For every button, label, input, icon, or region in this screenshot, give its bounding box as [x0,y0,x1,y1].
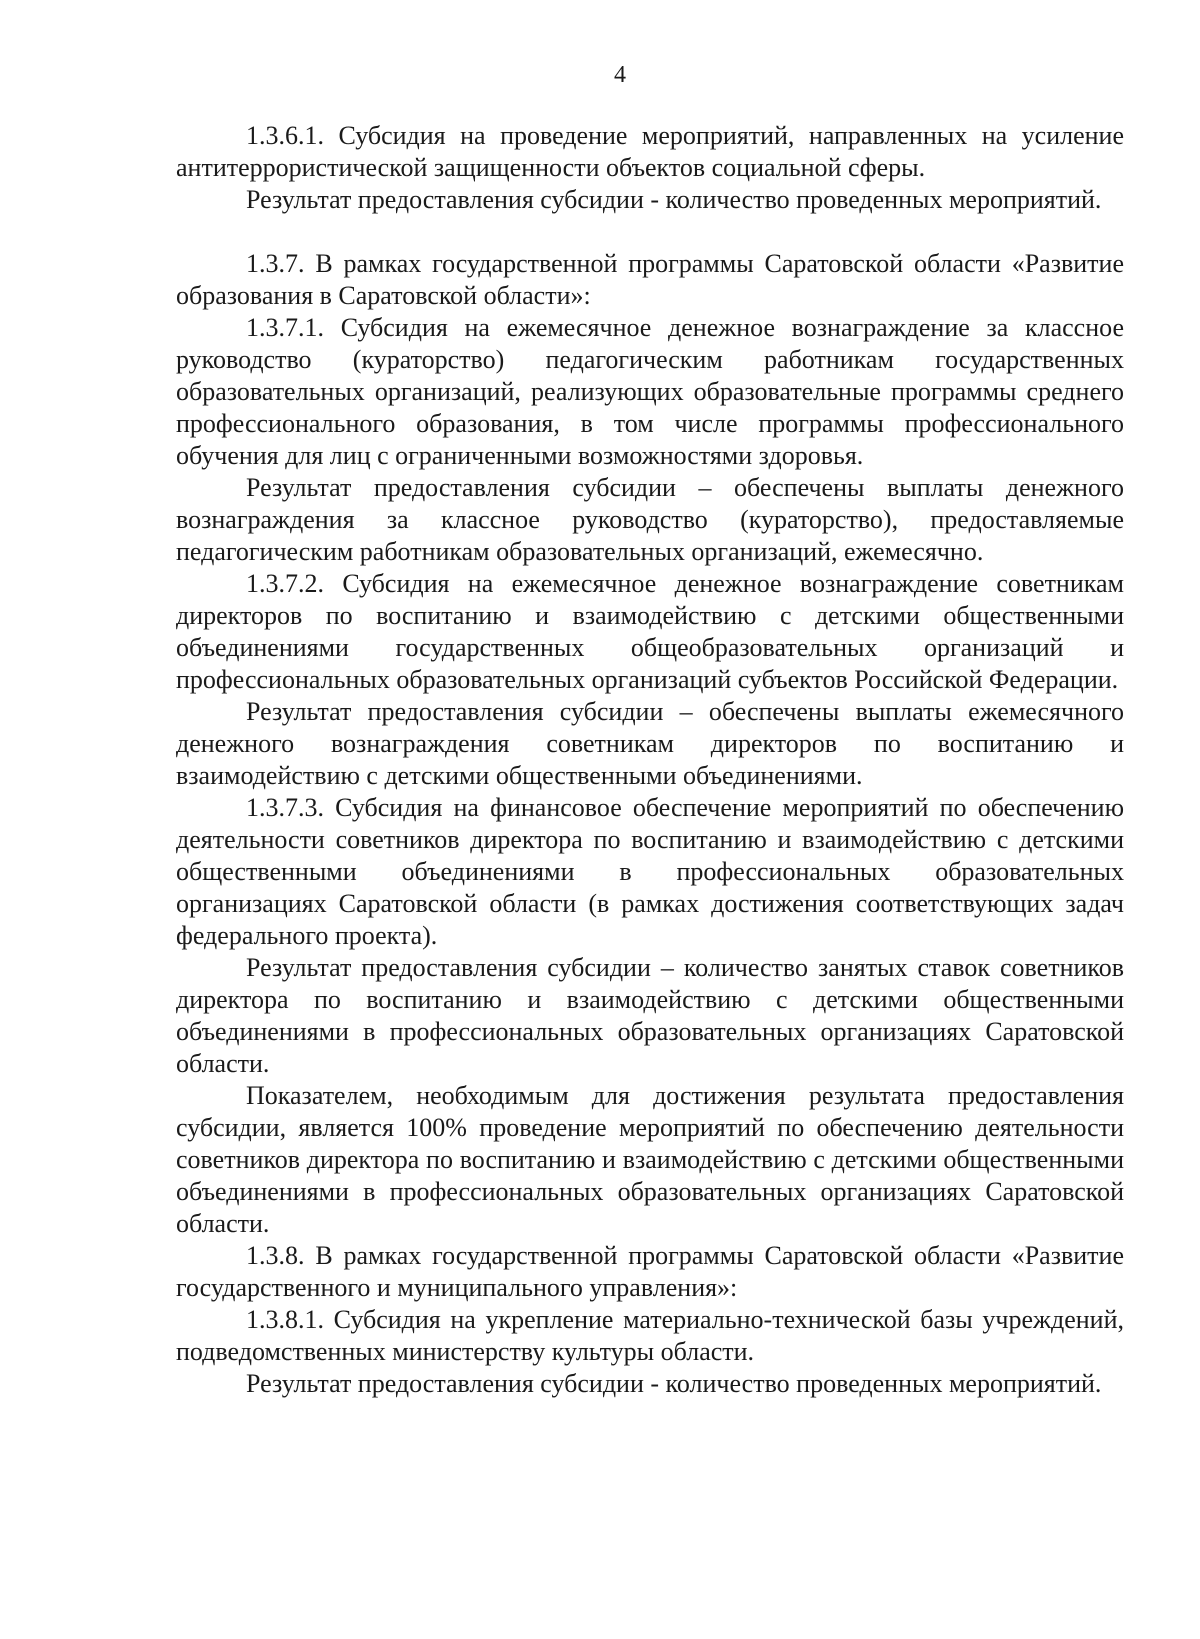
paragraph-result-1-3-7-3: Результат предоставления субсидии – количество занятых ставок советников директора по воспитанию и взаимодействию с детскими общественными объединениями в профессиональных образовательных организациях Саратовской области. [176,953,1124,1078]
document-body [176,120,1124,1400]
paragraph-1-3-7-3: 1.3.7.3. Субсидия на финансовое обеспечение мероприятий по обеспечению деятельности советников директора по воспитанию и взаимодействию с детскими общественными объединениями в профессиональных образовательных организациях Саратовской области (в рамках достижения соответствующих задач федерального проекта). [176,793,1124,950]
paragraph-result-1-3-8-1: Результат предоставления субсидии - количество проведенных мероприятий. [246,1369,1102,1398]
paragraph-1-3-8: 1.3.8. В рамках государственной программы Саратовской области «Развитие государственного и муниципального управления»: [176,1241,1124,1302]
paragraph-result-1-3-7-1: Результат предоставления субсидии – обеспечены выплаты денежного вознаграждения за классное руководство (кураторство), предоставляемые педагогическим работникам образовательных организаций, ежемесячно. [176,473,1124,566]
paragraph-gap [176,216,1124,248]
paragraph-1-3-7: 1.3.7. В рамках государственной программы Саратовской области «Развитие образования в Саратовской области»: [176,249,1124,310]
paragraph-result-1-3-7-2: Результат предоставления субсидии – обеспечены выплаты ежемесячного денежного вознаграждения советникам директоров по воспитанию и взаимодействию с детскими общественными объединениями. [176,697,1124,790]
paragraph-1-3-7-2: 1.3.7.2. Субсидия на ежемесячное денежное вознаграждение советникам директоров по воспитанию и взаимодействию с детскими общественными объединениями государственных общеобразовательных организаций и профессиональных образовательных организаций субъектов Российской Федерации. [176,569,1124,694]
paragraph-result-1-3-6-1: Результат предоставления субсидии - количество проведенных мероприятий. [246,185,1102,214]
paragraph-indicator-1-3-7-3: Показателем, необходимым для достижения результата предоставления субсидии, является 100% проведение мероприятий по обеспечению деятельности советников директора по воспитанию и взаимодействию с детскими общественными объединениями в профессиональных образовательных организациях Саратовской области. [176,1081,1124,1238]
paragraph-1-3-6-1: 1.3.6.1. Субсидия на проведение мероприятий, направленных на усиление антитеррористической защищенности объектов социальной сферы. [176,121,1124,182]
paragraph-1-3-8-1: 1.3.8.1. Субсидия на укрепление материально-технической базы учреждений, подведомственных министерству культуры области. [176,1305,1124,1366]
paragraph-1-3-7-1: 1.3.7.1. Субсидия на ежемесячное денежное вознаграждение за классное руководство (кураторство) педагогическим работникам государственных образовательных организаций, реализующих образовательные программы среднего профессионального образования, в том числе программы профессионального обучения для лиц с ограниченными возможностями здоровья. [176,313,1124,470]
page-number: 4 [614,62,626,88]
